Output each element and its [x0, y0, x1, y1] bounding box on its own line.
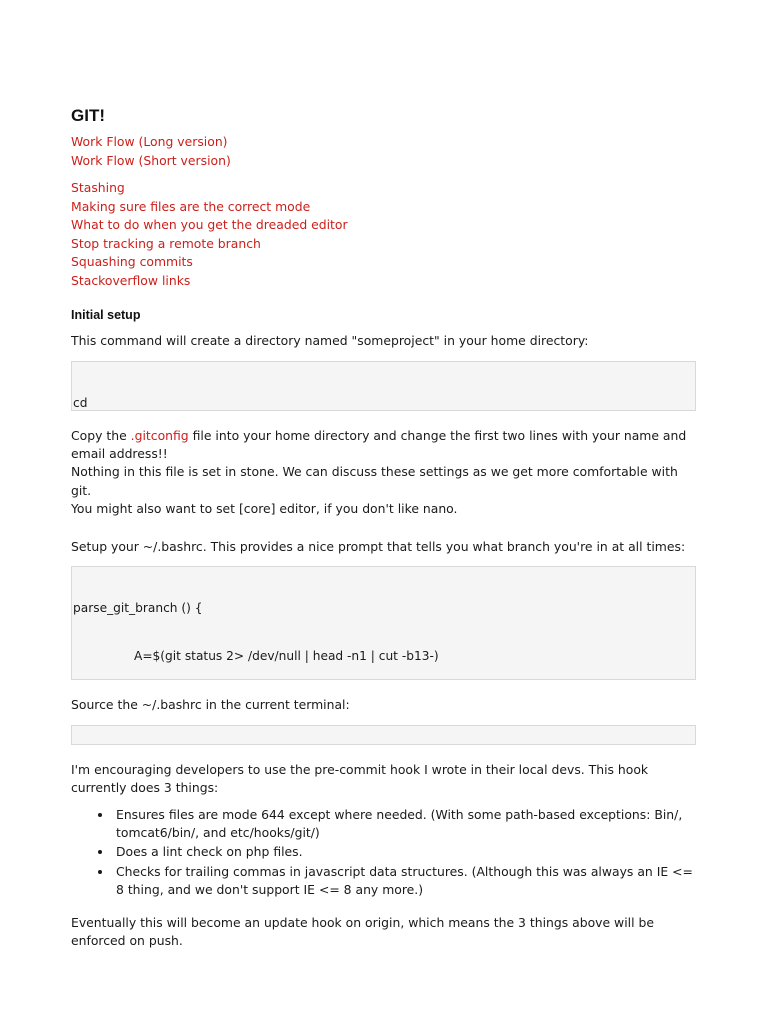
source-intro-text: Source the ~/.bashrc in the current terminal:	[71, 697, 350, 712]
clone-intro-text: This command will create a directory named "someproject" in your home directory:	[71, 333, 589, 348]
hook-features-list	[71, 806, 698, 900]
bashrc-code-block	[71, 566, 696, 680]
topic-links	[71, 179, 348, 290]
code-line: cd	[73, 396, 88, 410]
link-stashing[interactable]: Stashing	[71, 180, 125, 195]
stone-text-line2: git.	[71, 482, 92, 498]
code-line: A=$(git status 2> /dev/null | head -n1 | cut -b13-)	[134, 649, 439, 663]
list-item-line: tomcat6/bin/, and etc/hooks/git/)	[116, 825, 320, 841]
hook-intro-paragraph	[71, 761, 698, 797]
list-item-line: Does a lint check on php files.	[116, 844, 303, 860]
gitconfig-paragraph	[71, 427, 698, 518]
list-item	[71, 806, 698, 842]
link-squashing[interactable]: Squashing commits	[71, 254, 193, 269]
link-workflow-short[interactable]: Work Flow (Short version)	[71, 152, 231, 168]
initial-setup-heading: Initial setup	[71, 308, 141, 322]
list-item	[71, 863, 698, 899]
hook-intro-line2: currently does 3 things:	[71, 780, 219, 796]
gitconfig-link[interactable]: .gitconfig	[130, 428, 189, 443]
page-title: GIT!	[71, 106, 105, 125]
list-item-line: Checks for trailing commas in javascript data structures. (Although this was always an IE <=	[116, 863, 693, 879]
workflow-links	[71, 133, 231, 170]
hook-outro-line2: enforced on push.	[71, 933, 183, 949]
source-code-block	[71, 725, 696, 745]
link-workflow-long[interactable]: Work Flow (Long version)	[71, 134, 228, 149]
editor-text: You might also want to set [core] editor, if you don't like nano.	[71, 500, 458, 516]
link-file-modes[interactable]: Making sure files are the correct mode	[71, 198, 311, 214]
hook-outro-line1: Eventually this will become an update hook on origin, which means the 3 things above will be	[71, 915, 654, 930]
link-dreaded-editor[interactable]: What to do when you get the dreaded editor	[71, 217, 348, 232]
link-stop-tracking[interactable]: Stop tracking a remote branch	[71, 235, 261, 251]
hook-outro-paragraph	[71, 914, 698, 950]
bashrc-intro-text: Setup your ~/.bashrc. This provides a nice prompt that tells you what branch you're in at all times:	[71, 539, 686, 554]
gitconfig-text-line2: email address!!	[71, 446, 168, 462]
hook-intro-line1: I'm encouraging developers to use the pre-commit hook I wrote in their local devs. This hook	[71, 762, 649, 777]
stone-text-line1: Nothing in this file is set in stone. We can discuss these settings as we get more comfortable with	[71, 464, 678, 480]
gitconfig-text-prefix: Copy the	[71, 428, 131, 443]
link-stackoverflow[interactable]: Stackoverflow links	[71, 272, 191, 288]
list-item-line: Ensures files are mode 644 except where needed. (With some path-based exceptions: Bin/,	[116, 807, 683, 822]
list-item	[71, 843, 698, 861]
gitconfig-text-suffix: file into your home directory and change the first two lines with your name and	[188, 428, 687, 443]
list-item-line: 8 thing, and we don't support IE <= 8 any more.)	[116, 881, 424, 897]
code-line: parse_git_branch () {	[73, 601, 203, 615]
clone-code-block	[71, 361, 696, 411]
